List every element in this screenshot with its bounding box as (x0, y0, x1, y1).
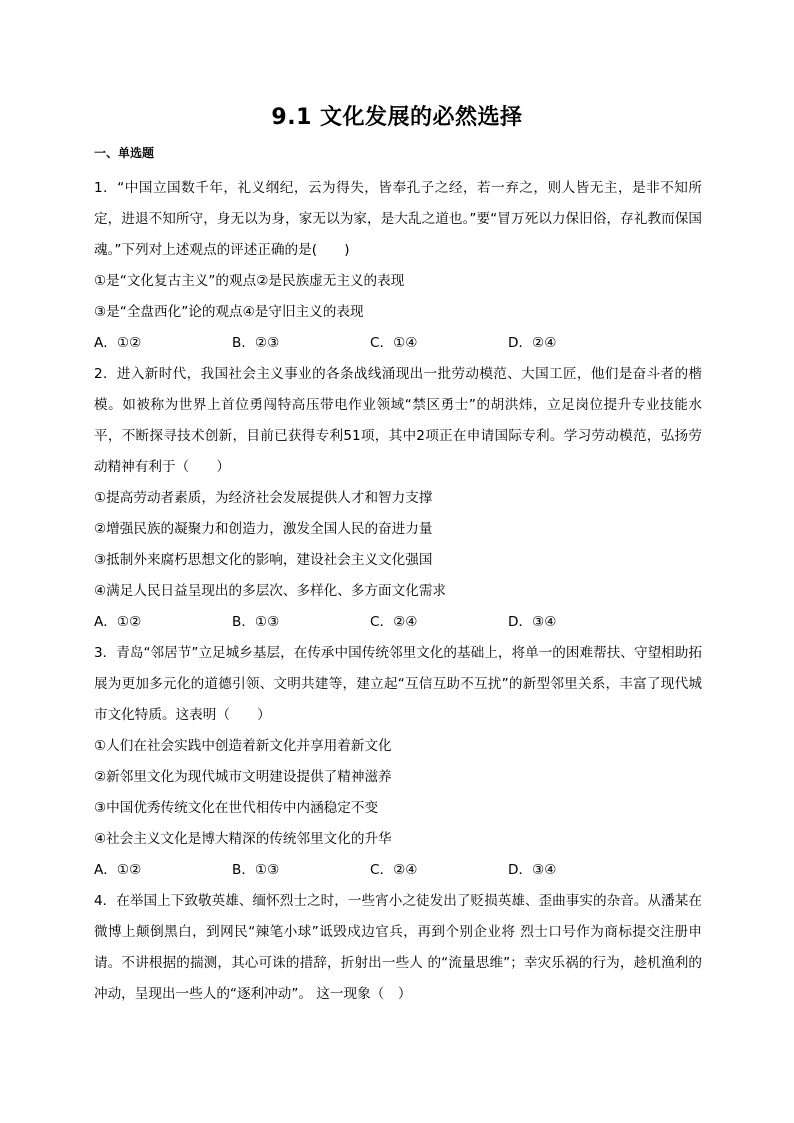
statement-line: ④满足人民日益呈现出的多层次、多样化、多方面文化需求 (94, 583, 447, 599)
question-2 (94, 359, 702, 638)
document-title: 9.1 文化发展的必然选择 (271, 105, 523, 130)
choice-c: C．②④ (370, 614, 418, 630)
answer-choices (94, 855, 702, 886)
statement-line: ④社会主义文化是博大精深的传统邻里文化的升华 (94, 831, 392, 847)
choice-a: A．①② (94, 862, 142, 878)
statement-line: ②增强民族的凝聚力和创造力，激发全国人民的奋进力量 (94, 521, 433, 537)
statement-line: ③抵制外来腐朽思想文化的影响，建设社会主义文化强国 (94, 552, 433, 568)
choice-c: C．①④ (370, 335, 418, 351)
question-stem: 4．在举国上下致敬英雄、缅怀烈士之时，一些宵小之徒发出了贬损英雄、歪曲事实的杂音。从潘某在微博上颠倒黑白，到网民“辣笔小球”诋毁戍边官兵，再到个别企业将 烈士口号作为商标提交注册申请。不讲根据的揣测，其心可诛的措辞，折射出一些人 的“流量思维”；幸灾乐祸的行为，趁机渔利的冲动，呈现出一些人的“逐利冲动”。 这一现象（ ） (94, 893, 702, 1002)
choice-d: D．③④ (508, 614, 557, 630)
questions-container (94, 173, 702, 1010)
choice-c: C．②④ (370, 862, 418, 878)
choice-b: B．②③ (232, 335, 280, 351)
statement-line: ②新邻里文化为现代城市文明建设提供了精神滋养 (94, 769, 392, 785)
answer-choices (94, 328, 702, 359)
choice-d: D．③④ (508, 862, 557, 878)
choice-a: A．①② (94, 614, 142, 630)
statement-line: ③中国优秀传统文化在世代相传中内涵稳定不变 (94, 800, 379, 816)
question-stem: 2．进入新时代，我国社会主义事业的各条战线涌现出一批劳动模范、大国工匠，他们是奋斗者的楷模。如被称为世界上首位勇闯特高压带电作业领域“禁区勇士”的胡洪炜，立足岗位提升专业技能水平，不断探寻技术创新，目前已获得专利51项，其中2项正在申请国际专利。学习劳动模范，弘扬劳动精神有利于（ ） (94, 366, 702, 475)
question-1 (94, 173, 702, 359)
choice-d: D．②④ (508, 335, 557, 351)
question-stem: 3．青岛“邻居节”立足城乡基层，在传承中国传统邻里文化的基础上，将单一的困难帮扶、守望相助拓展为更加多元化的道德引领、文明共建等，建立起“互信互助不互扰”的新型邻里关系，丰富了现代城市文化特质。这表明（ ） (94, 645, 702, 723)
statement-line: ①是“文化复古主义”的观点②是民族虚无主义的表现 (94, 273, 405, 289)
statement-line: ①提高劳动者素质，为经济社会发展提供人才和智力支撑 (94, 490, 433, 506)
answer-choices (94, 607, 702, 638)
choice-b: B．①③ (232, 614, 280, 630)
question-4 (94, 886, 702, 1010)
statement-line: ③是“全盘西化”论的观点④是守旧主义的表现 (94, 304, 364, 320)
choice-a: A．①② (94, 335, 142, 351)
question-3 (94, 638, 702, 886)
question-stem: 1．“中国立国数千年，礼义纲纪，云为得失，皆奉孔子之经，若一弃之，则人皆无主，是非不知所定，进退不知所守，身无以为身，家无以为家，是大乱之道也。”要“冒万死以力保旧俗，存礼教而保国魂。”下列对上述观点的评述正确的是( ) (94, 180, 702, 258)
choice-b: B．①③ (232, 862, 280, 878)
section-heading: 一、单选题 (94, 146, 155, 160)
statement-line: ①人们在社会实践中创造着新文化并享用着新文化 (94, 738, 392, 754)
